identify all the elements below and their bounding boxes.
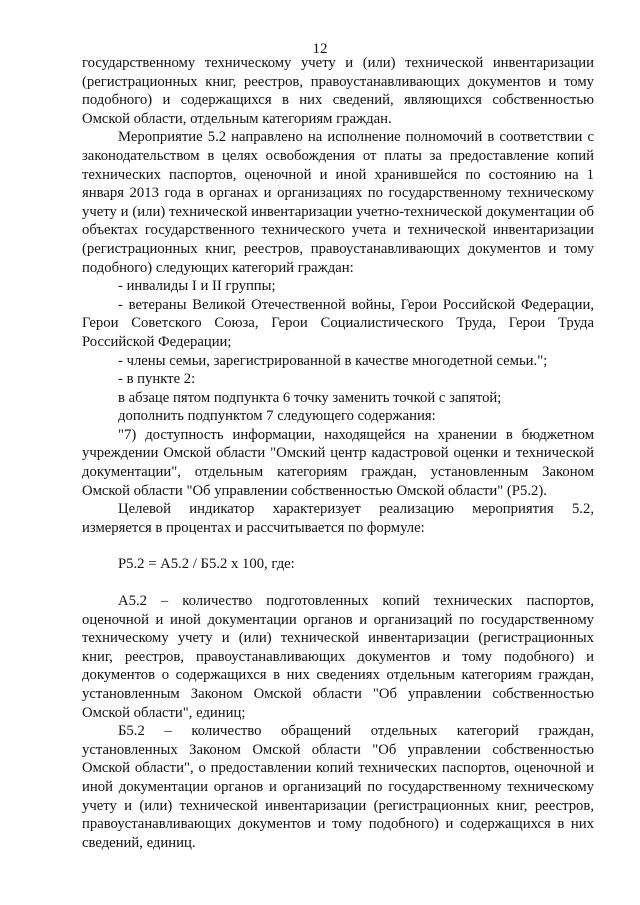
paragraph-target-indicator: Целевой индикатор характеризует реализацию мероприятия 5.2, измеряется в процентах и рассчитывается по формуле:	[82, 501, 594, 536]
formula: Р5.2 = А5.2 / Б5.2 х 100, где:	[118, 556, 295, 573]
page-number: 12	[312, 41, 328, 57]
paragraph-clause-2: - в пункте 2:	[118, 371, 196, 388]
spacer	[82, 537, 594, 555]
paragraph-continuation: государственному техническому учету и (или) технической инвентаризации (регистрационных книг, реестров, правоустанавливающих документов и тому подобного) и содержащихся в них сведений, являющихся собственностью Омской области, отдельным категориям граждан.	[82, 55, 594, 127]
paragraph-definition-a: А5.2 – количество подготовленных копий технических паспортов, оценочной и иной документации органов и организаций по государственному техническому учету и (или) технической инвентаризации (регистрационных книг, реестров, правоустанавливающих документов и тому подобного) и документов о содержащихся в них сведениях отдельным категориям граждан, установленным Законом Омской области "Об управлении собственностью Омской области", единиц;	[82, 593, 594, 721]
paragraph-definition-b: Б5.2 – количество обращений отдельных категорий граждан, установленных Законом Омской области "Об управлении собственностью Омской области", о предоставлении копий технических паспортов, оценочной и иной документации органов и организаций по государственному техническому учету и (или) технической инвентаризации (регистрационных книг, реестров, правоустанавливающих документов и тому подобного) и содержащихся в них сведений, единиц.	[82, 723, 594, 851]
paragraph-measure-5-2: Мероприятие 5.2 направлено на исполнение полномочий в соответствии с законодательством в целях освобождения от платы за предоставление копий технических паспортов, оценочной и иной хранившейся по состоянию на 1 января 2013 года в органах и организациях по государственному техническому учету и (или) технической инвентаризации учетно-технической документации об объектах государственного технического учета и технической инвентаризации (регистрационных книг, реестров, правоустанавливающих документов и тому подобного) следующих категорий граждан:	[82, 129, 594, 276]
list-item-large-family: - члены семьи, зарегистрированной в качестве многодетной семьи.";	[118, 352, 548, 369]
spacer	[82, 574, 594, 592]
paragraph-subclause-6: в абзаце пятом подпункта 6 точку заменить точкой с запятой;	[118, 389, 502, 406]
list-item-veterans: - ветераны Великой Отечественной войны, Герои Российской Федерации, Герои Советского Союза, Герои Социалистического Труда, Герои Труда Российской Федерации;	[82, 296, 594, 350]
paragraph-add-subclause-7: дополнить подпунктом 7 следующего содержания:	[118, 408, 436, 425]
paragraph-subclause-7: "7) доступность информации, находящейся на хранении в бюджетном учреждении Омской области "Омский центр кадастровой оценки и технической документации", отдельным категориям граждан, установленным Законом Омской области "Об управлении собственностью Омской области" (Р5.2).	[82, 426, 594, 499]
list-item-disabled: - инвалиды I и II группы;	[118, 278, 276, 295]
document-body	[82, 54, 594, 852]
